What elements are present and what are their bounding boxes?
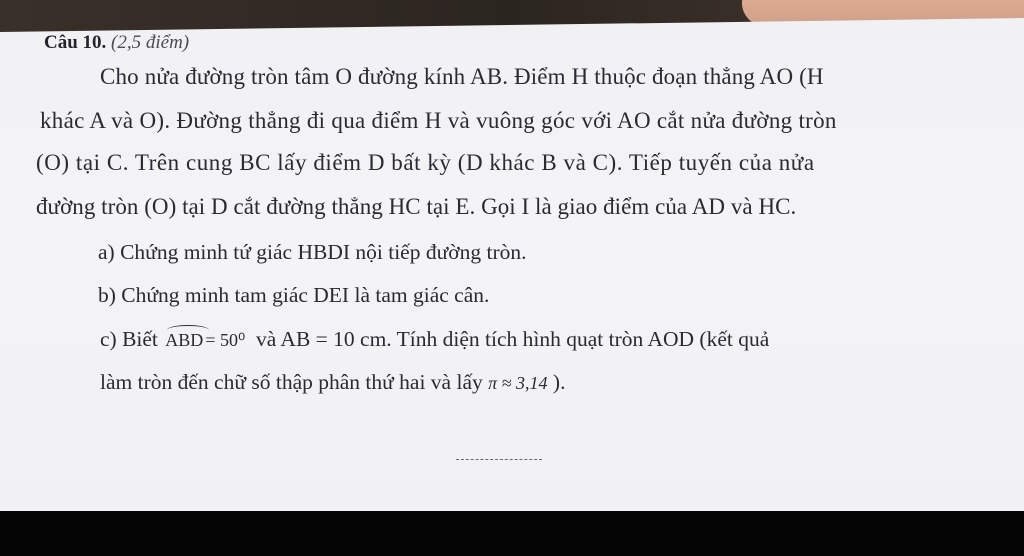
part-c-line-2 (100, 370, 565, 395)
question-points: (2,5 điểm) (111, 32, 190, 53)
arc-notation (165, 326, 203, 351)
pi-approx: π ≈ 3,14 (488, 373, 548, 393)
part-c-line2-prefix: làm tròn đến chữ số thập phân thứ hai và lấy (100, 370, 483, 394)
part-c-line-1 (100, 326, 769, 352)
end-dashes (456, 459, 542, 460)
problem-line-4: đường tròn (O) tại D cắt đường thẳng HC tại E. Gọi I là giao điểm của AD và HC. (36, 194, 797, 219)
background-bottom (0, 511, 1024, 556)
question-number: Câu 10. (44, 32, 107, 53)
arc-symbol (167, 325, 209, 335)
problem-line-3: (O) tại C. Trên cung BC lấy điểm D bất kỳ (D khác B và C). Tiếp tuyến của nửa (36, 150, 815, 175)
arc-value: = 50⁰ (205, 330, 246, 350)
arc-label: ABD (165, 330, 204, 350)
question-heading (44, 32, 189, 54)
exam-paper (0, 18, 1024, 512)
problem-line-1: Cho nửa đường tròn tâm O đường kính AB. Điểm H thuộc đoạn thẳng AO (H (100, 64, 824, 89)
part-a: a) Chứng minh tứ giác HBDI nội tiếp đường tròn. (98, 240, 527, 264)
part-b: b) Chứng minh tam giác DEI là tam giác cân. (98, 283, 490, 307)
part-c-line2-suffix: ). (552, 370, 566, 394)
part-c-middle: và AB = 10 cm. Tính diện tích hình quạt tròn AOD (kết quả (255, 327, 770, 351)
part-c-prefix: c) Biết (100, 327, 158, 351)
problem-line-2: khác A và O). Đường thẳng đi qua điểm H và vuông góc với AO cắt nửa đường tròn (40, 108, 837, 133)
